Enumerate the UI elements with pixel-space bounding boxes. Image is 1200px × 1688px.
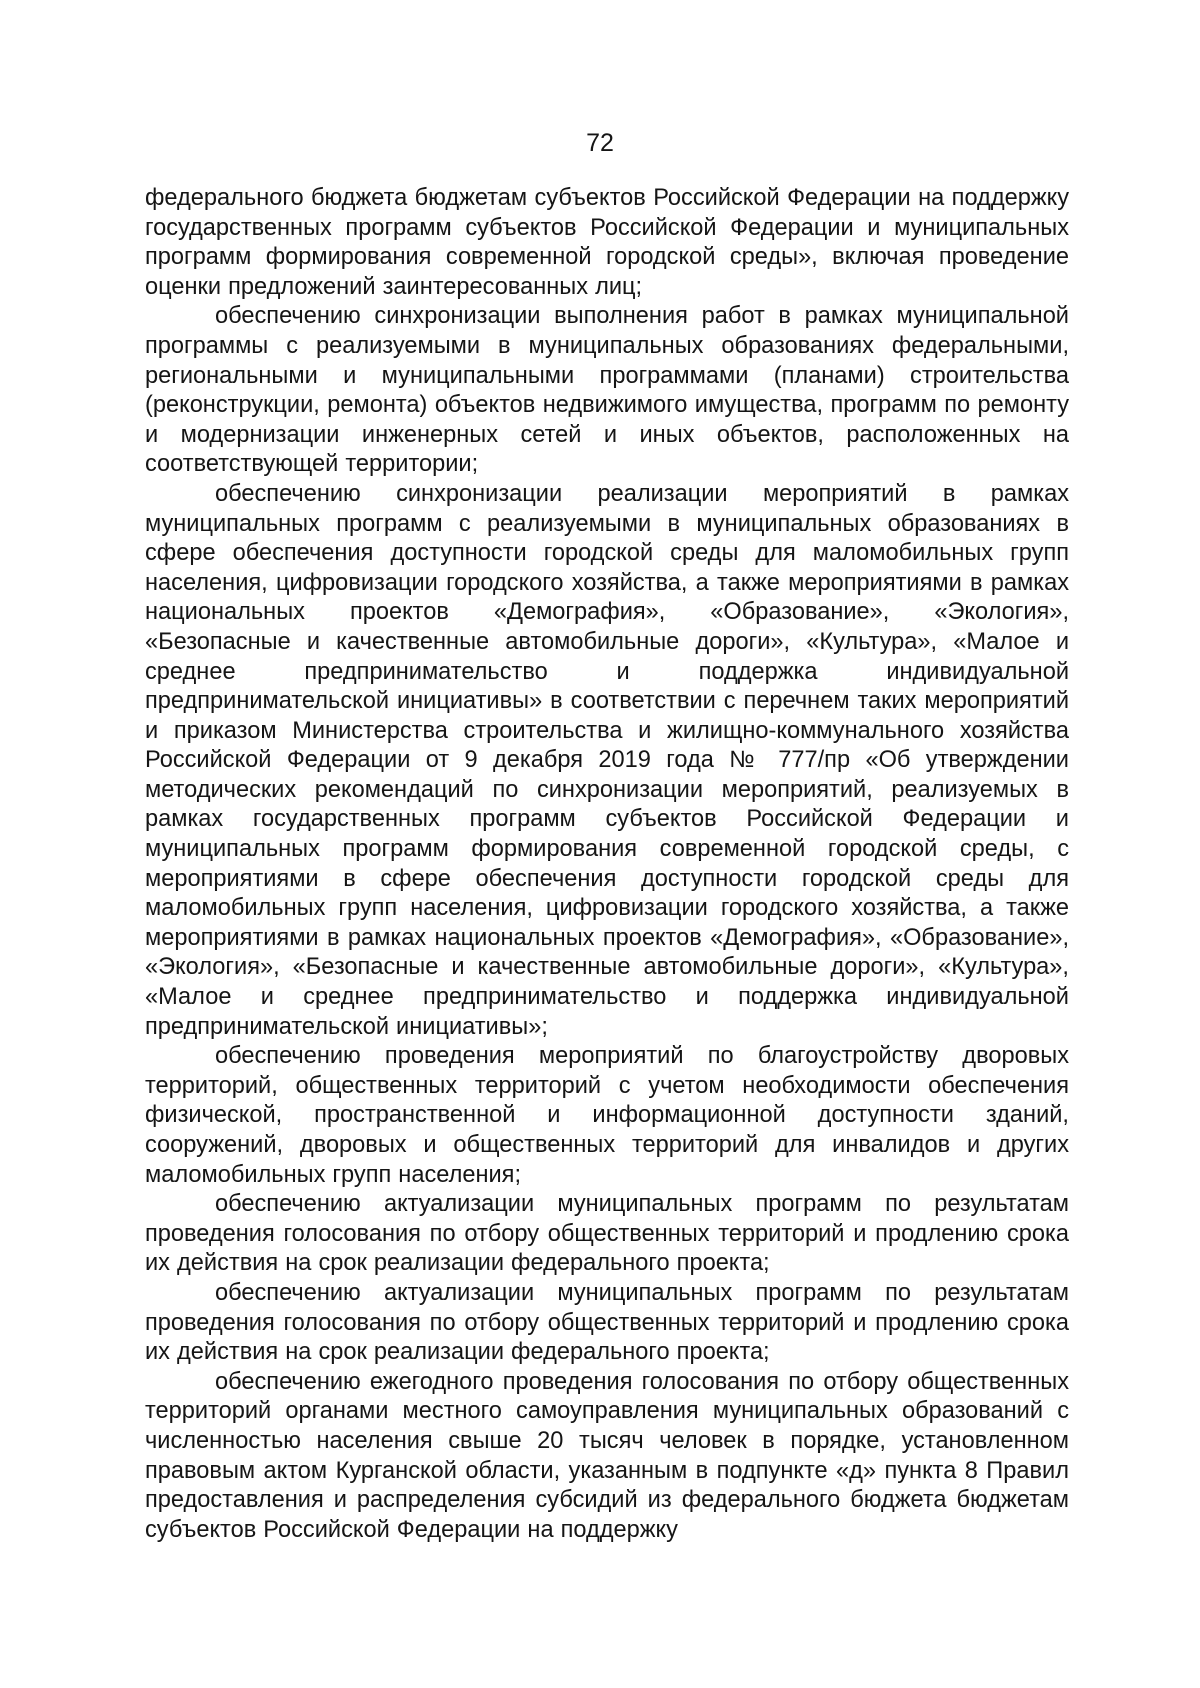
document-body — [145, 184, 1069, 1545]
paragraph-continuation: федерального бюджета бюджетам субъектов Российской Федерации на поддержку государственных программ субъектов Российской Федерации и муниципальных программ формирования современной городской среды», включая проведение оценки предложений заинтересованных лиц; — [145, 185, 1069, 300]
paragraph-activity-synchronization: обеспечению синхронизации реализации мероприятий в рамках муниципальных программ с реализуемыми в муниципальных образованиях в сфере обеспечения доступности городской среды для маломобильных групп населения, цифровизации городского хозяйства, а также мероприятиями в рамках национальных проектов «Демография», «Образование», «Экология», «Безопасные и качественные автомобильные дороги», «Культура», «Малое и среднее предпринимательство и поддержка индивидуальной предпринимательской инициативы» в соответствии с перечнем таких мероприятий и приказом Министерства строительства и жилищно-коммунального хозяйства Российской Федерации от 9 декабря 2019 года № 777/пр «Об утверждении методических рекомендаций по синхронизации мероприятий, реализуемых в рамках государственных программ субъектов Российской Федерации и муниципальных программ формирования современной городской среды, с мероприятиями в сфере обеспечения доступности городской среды для маломобильных групп населения, цифровизации городского хозяйства, а также мероприятиями в рамках национальных проектов «Демография», «Образование», «Экология», «Безопасные и качественные автомобильные дороги», «Культура», «Малое и среднее предпринимательство и поддержка индивидуальной предпринимательской инициативы»; — [145, 480, 1069, 1040]
paragraph-program-update-1: обеспечению актуализации муниципальных программ по результатам проведения голосования по отбору общественных территорий и продлению срока их действия на срок реализации федерального проекта; — [145, 1191, 1069, 1277]
page-number: 72 — [586, 129, 614, 157]
paragraph-accessibility-improvement: обеспечению проведения мероприятий по благоустройству дворовых территорий, общественных территорий с учетом необходимости обеспечения физической, пространственной и информационной доступности зданий, сооружений, дворовых и общественных территорий для инвалидов и других маломобильных групп населения; — [145, 1043, 1069, 1188]
paragraph-work-synchronization: обеспечению синхронизации выполнения работ в рамках муниципальной программы с реализуемыми в муниципальных образованиях федеральными, региональными и муниципальными программами (планами) строительства (реконструкции, ремонта) объектов недвижимого имущества, программ по ремонту и модернизации инженерных сетей и иных объектов, расположенных на соответствующей территории; — [145, 303, 1069, 478]
paragraph-program-update-2: обеспечению актуализации муниципальных программ по результатам проведения голосования по отбору общественных территорий и продлению срока их действия на срок реализации федерального проекта; — [145, 1279, 1069, 1366]
paragraph-annual-voting: обеспечению ежегодного проведения голосования по отбору общественных территорий органами местного самоуправления муниципальных образований с численностью населения свыше 20 тысяч человек в порядке, установленном правовым актом Курганской области, указанным в подпункте «д» пункта 8 Правил предоставления и распределения субсидий из федерального бюджета бюджетам субъектов Российской Федерации на поддержку — [145, 1368, 1069, 1543]
